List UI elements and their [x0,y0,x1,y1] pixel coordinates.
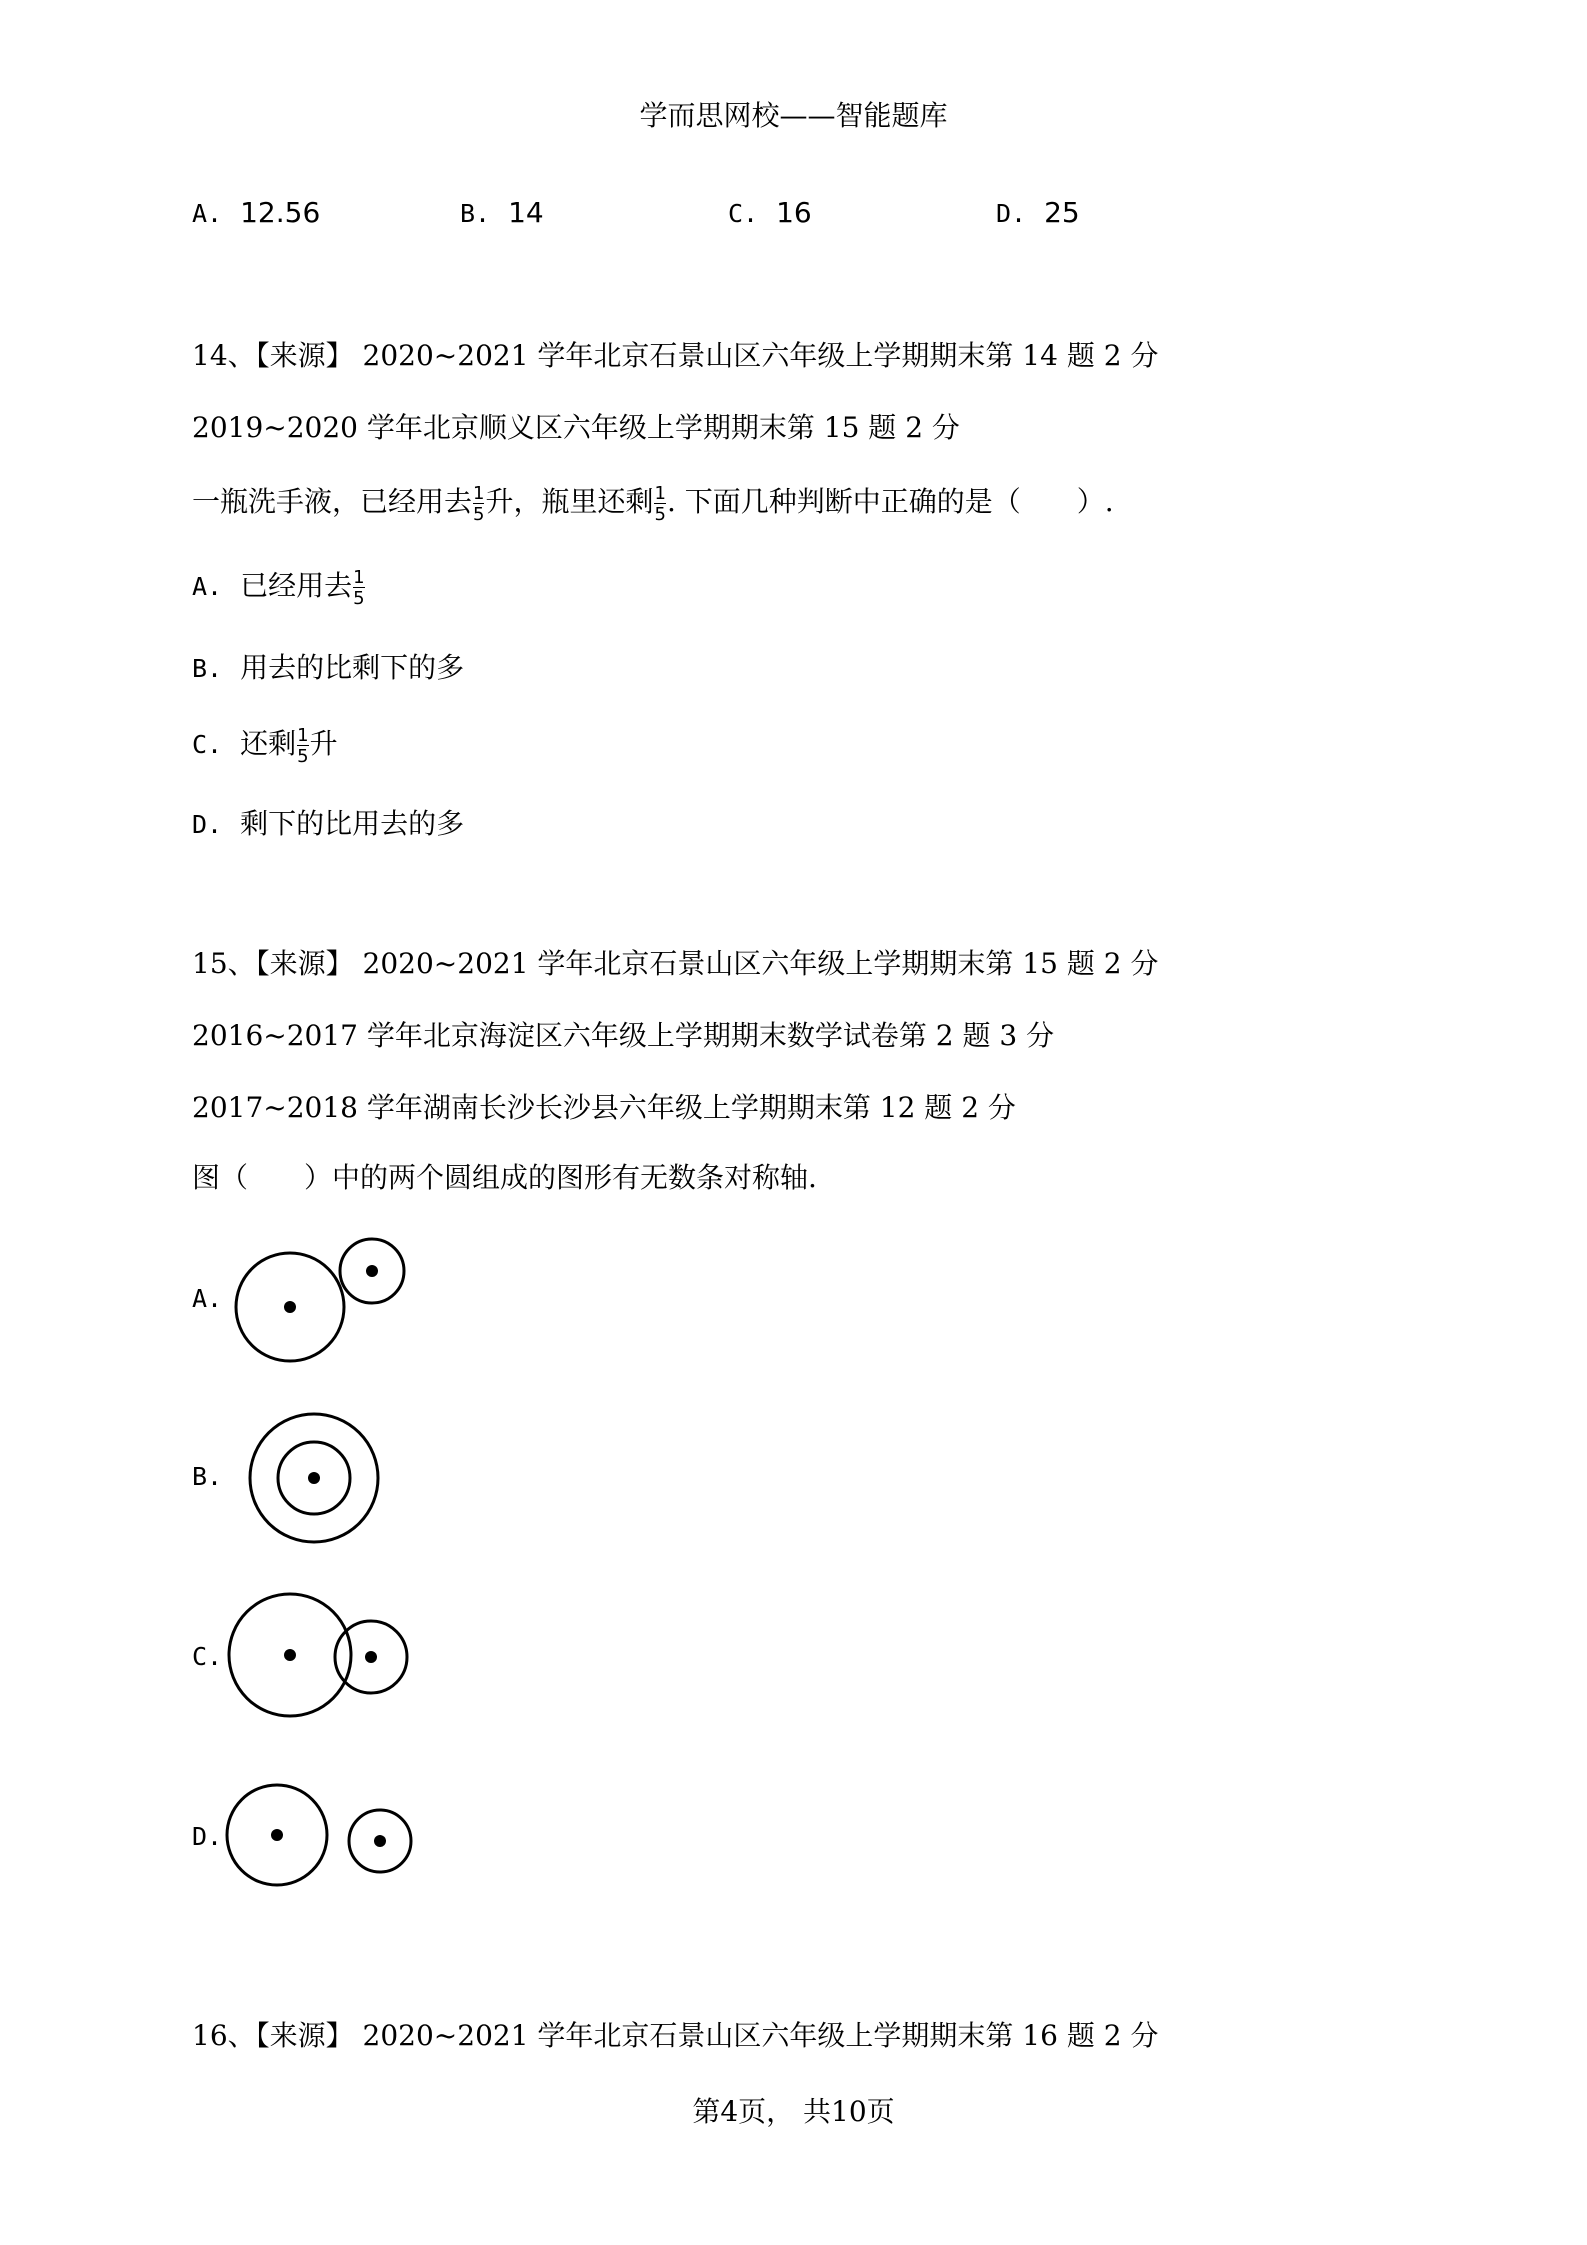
q14-option-b[interactable] [192,646,464,686]
fraction-denominator: 5 [473,503,485,525]
option-letter: C. [192,730,223,759]
q13-option-c[interactable] [728,196,812,229]
fraction-numerator: 1 [473,482,485,504]
option-text: 还剩 [240,727,297,760]
figure-label-b[interactable]: B. [192,1462,223,1491]
q15-source-line-3: 2017~2018 学年湖南长沙长沙县六年级上学期期末第 12 题 2 分 [192,1091,1016,1124]
center-dot [271,1829,283,1841]
figure-c-intersecting-circles [220,1588,420,1728]
option-text: 已经用去 [240,569,353,602]
stem-text: . 下面几种判断中正确的是（ ）. [666,485,1114,518]
option-text: 25 [1044,196,1080,229]
center-dot [284,1649,296,1661]
q15-source-line-1: 15、【来源】 2020~2021 学年北京石景山区六年级上学期期末第 15 题 2 分 [192,947,1159,980]
option-letter: C. [728,199,759,228]
fraction-denominator: 5 [353,587,365,609]
q14-source-line-2: 2019~2020 学年北京顺义区六年级上学期期末第 15 题 2 分 [192,411,960,444]
q13-option-d[interactable] [996,196,1080,229]
option-letter: A. [192,199,223,228]
q14-stem [192,480,1114,524]
option-letter: A. [192,572,223,601]
option-text: 升 [309,727,338,760]
q15-stem: 图（ ）中的两个圆组成的图形有无数条对称轴. [192,1161,817,1194]
fraction [654,484,665,524]
q14-option-d[interactable] [192,802,464,842]
figure-label-a[interactable]: A. [192,1284,223,1313]
center-dot [366,1265,378,1277]
stem-text: 升，瓶里还剩 [485,485,654,518]
q14-option-c[interactable] [192,722,338,766]
option-letter: B. [460,199,491,228]
option-text: 剩下的比用去的多 [240,807,465,840]
figure-a-two-separate-circles [225,1230,415,1370]
figure-d-separate-circles [220,1775,420,1905]
fraction [473,484,484,524]
option-text: 16 [776,196,812,229]
center-dot [365,1651,377,1663]
fraction-numerator: 1 [654,482,666,504]
q15-source-line-2: 2016~2017 学年北京海淀区六年级上学期期末数学试卷第 2 题 3 分 [192,1019,1055,1052]
stem-text: 一瓶洗手液，已经用去 [192,485,473,518]
q14-option-a[interactable] [192,564,366,608]
q16-source-line-1: 16、【来源】 2020~2021 学年北京石景山区六年级上学期期末第 16 题 2 分 [192,2019,1159,2052]
q14-source-line-1: 14、【来源】 2020~2021 学年北京石景山区六年级上学期期末第 14 题 2 分 [192,339,1159,372]
fraction-denominator: 5 [654,503,666,525]
fraction-numerator: 1 [353,566,365,588]
fraction [297,726,308,766]
center-dot [374,1835,386,1847]
page-header: 学而思网校——智能题库 [639,99,948,132]
center-dot [308,1472,320,1484]
option-letter: D. [996,199,1027,228]
center-dot [284,1301,296,1313]
q13-option-b[interactable] [460,196,544,229]
option-letter: B. [192,654,223,683]
option-text: 12.56 [240,196,321,229]
q13-option-a[interactable] [192,196,320,229]
fraction [353,568,364,608]
page-footer: 第4页， 共10页 [692,2095,895,2128]
fraction-numerator: 1 [297,724,309,746]
figure-b-concentric-circles [240,1410,390,1550]
figure-label-d[interactable]: D. [192,1822,223,1851]
option-letter: D. [192,810,223,839]
option-text: 14 [508,196,544,229]
fraction-denominator: 5 [297,745,309,767]
figure-label-c[interactable]: C. [192,1642,223,1671]
option-text: 用去的比剩下的多 [240,651,465,684]
